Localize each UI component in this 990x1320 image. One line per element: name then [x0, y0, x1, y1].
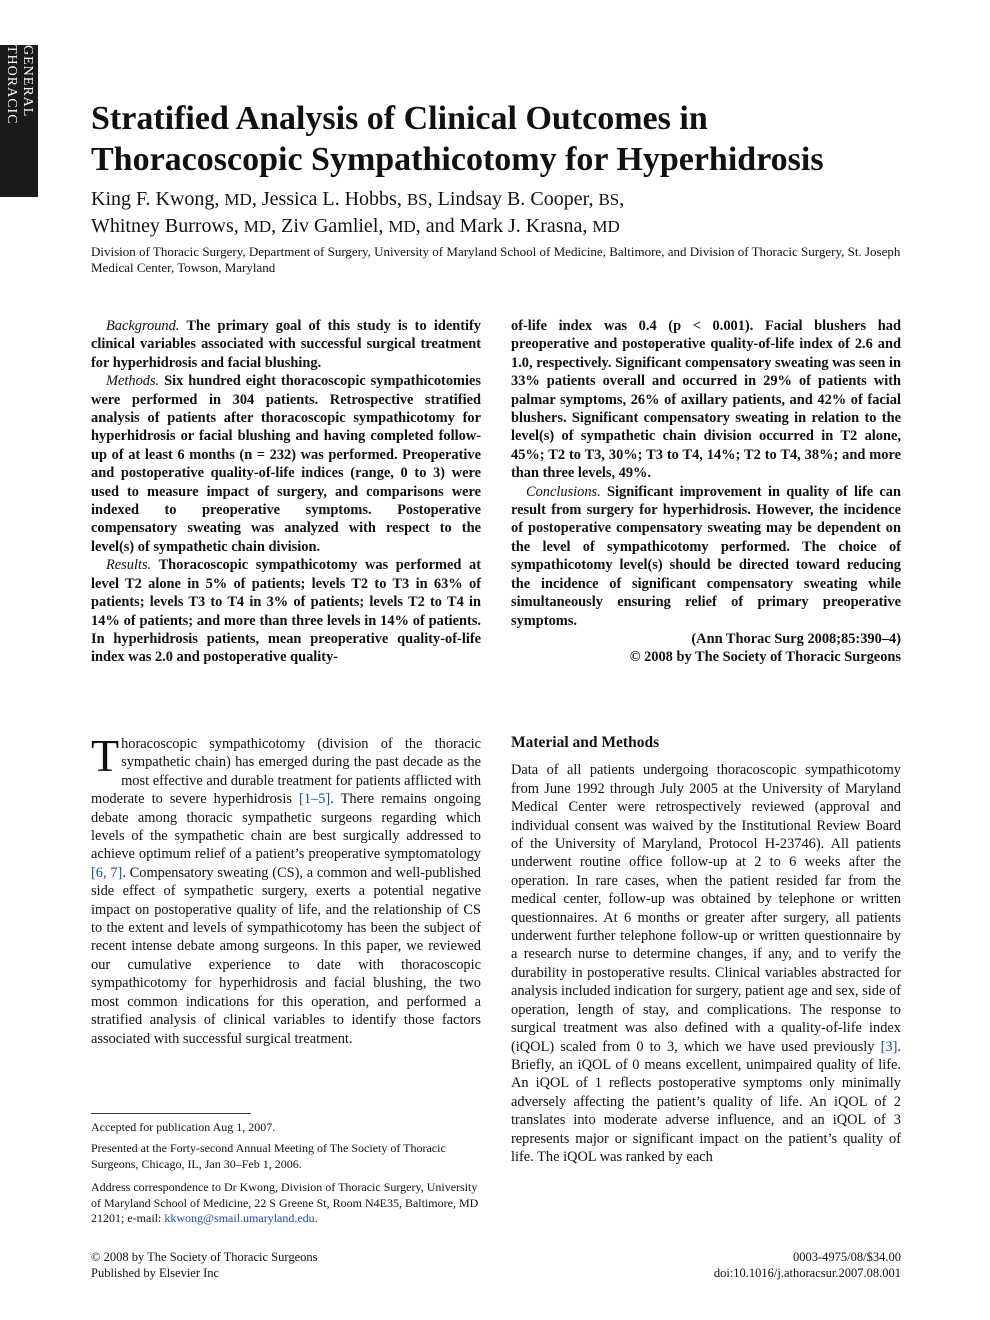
- author-name: Ziv Gamliel: [281, 215, 379, 237]
- footer-publisher: Published by Elsevier Inc: [91, 1265, 220, 1280]
- reference-link[interactable]: [6, 7]: [91, 864, 123, 881]
- footnote-divider: [91, 1113, 251, 1114]
- author-name: Lindsay B. Cooper: [437, 188, 589, 210]
- conclusions-text: Significant improvement in quality of life can result from surgery for hyperhidrosis. However, the incidence of postoperative compensatory sweating may be dependent on the level of sympathicotomy performed. The choice of sympathicotomy level(s) should be directed toward reducing the incidence of significant compensatory sweating while simultaneously ensuring relief of primary preoperative symptoms.: [511, 483, 901, 629]
- author-degree: MD: [224, 190, 252, 209]
- reference-link[interactable]: [3]: [880, 1038, 898, 1055]
- author-degree: BS: [406, 190, 428, 209]
- email-link[interactable]: kkwong@smail.umaryland.edu: [164, 1211, 315, 1225]
- author-name: Jessica L. Hobbs: [261, 188, 397, 210]
- abstract-right-column: [511, 317, 901, 667]
- section-heading: Material and Methods: [511, 734, 660, 751]
- results-text: Thoracoscopic sympathicotomy was performed at level T2 alone in 5% of patients; levels T2 to T3 in 63% of patients; levels T3 to T4 in 3% of patients; levels T2 to T4 in 14% of patients; and more than three levels in 14% of patients. In hyperhidrosis patients, mean preoperative quality-of-life index was 2.0 and postoperative quality-: [91, 557, 481, 666]
- article-title: Stratified Analysis of Clinical Outcomes in Thoracoscopic Sympathicotomy for Hyperhidrosis: [91, 100, 824, 178]
- author-name: Mark J. Krasna: [459, 215, 583, 237]
- section-tab-label: GENERAL THORACIC: [4, 45, 35, 125]
- author-name: King F. Kwong: [91, 188, 215, 210]
- footer-doi: doi:10.1016/j.athoracsur.2007.08.001: [713, 1265, 901, 1280]
- reference-link[interactable]: [1–5]: [299, 791, 331, 808]
- section-tab: [0, 45, 38, 197]
- footer-right: [714, 1250, 901, 1281]
- methods-text: Six hundred eight thoracoscopic sympathicotomies were performed in 304 patients. Retrospective stratified analysis of patients after thoracoscopic sympathicotomy for hyperhidrosis or facial blushing and having completed follow-up of at least 6 months (n = 232) was performed. Preoperative and postoperative quality-of-life indices (range, 0 to 3) were used to measure impact of surgery, and comparisons were indexed to preoperative symptoms. Postoperative compensatory sweating was analyzed with respect to the level(s) of sympathetic chain division.: [91, 373, 481, 555]
- author-degree: MD: [388, 217, 416, 236]
- journal-citation: (Ann Thorac Surg 2008;85:390–4): [691, 630, 901, 647]
- abstract-left-column: [91, 317, 481, 667]
- affiliation: Division of Thoracic Surgery, Department of Surgery, University of Maryland School of Medicine, Baltimore, and Division of Thoracic Surgery, St. Joseph Medical Center, Towson, Maryland: [91, 244, 901, 275]
- footer-copyright: © 2008 by The Society of Thoracic Surgeons: [91, 1250, 318, 1264]
- background-label: Background.: [106, 318, 180, 334]
- footnote-presented: Presented at the Forty-second Annual Meeting of The Society of Thoracic Surgeons, Chicago, IL, Jan 30–Feb 1, 2006.: [91, 1141, 446, 1171]
- author-degree: MD: [592, 217, 620, 236]
- results-text-continued: of-life index was 0.4 (p < 0.001). Facial blushers had preoperative and postoperative quality-of-life index of 2.6 and 1.0, respectively. Significant compensatory sweating was seen in 33% patients overall and occurred in 29% of patients with palmar symptoms, 26% of axillary patients, and 42% of facial blushers. Significant compensatory sweating in relation to the level(s) of sympathetic chain division occurred in T2 alone, 45%; T2 to T3, 30%; T3 to T4, 14%; T2 to T4, 38%; and more than three levels, 49%.: [511, 318, 901, 482]
- introduction-text: Thoracoscopic sympathicotomy (division of the thoracic sympathetic chain) has emerged during the past decade as the most effective and durable treatment for patients afflicted with moderate to severe hyperhidrosis [1–5]. There remains ongoing debate among thoracic sympathetic surgeons regarding which levels of the sympathetic chain are best surgically addressed to achieve optimum relief of a patient’s preoperative symptomatology [6, 7]. Compensatory sweating (CS), a common and well-published side effect of sympathetic surgery, exerts a potential negative impact on postoperative quality of life, and the relationship of CS to the extent and levels of sympathicotomy has been the subject of recent intense debate among surgeons. In this paper, we reviewed our cumulative experience to date with thoracoscopic sympathicotomy for hyperhidrosis and facial blushing, the two most common indications for this operation, and performed a stratified analysis of clinical variables to identify those factors associated with successful surgical treatment.: [91, 730, 482, 1047]
- methods-section: Material and Methods Data of all patients undergoing thoracoscopic sympathicotomy from June 1992 through July 2005 at the University of Maryland Medical Center were retrospectively reviewed (approval and individual consent was waived by the Institutional Review Board of the University of Maryland, Protocol H-23746). All patients underwent routine office follow-up at 2 to 6 weeks after the operation. In rare cases, when the patient resided far from the medical center, follow-up was obtained by telephone or written questionnaires. At 6 months or greater after surgery, all patients underwent further telephone follow-up or written questionnaire by a research nurse to determine changes, if any, and to verify the durability in postoperative results. Clinical variables abstracted for analysis included indication for surgery, patient age and sex, side of operation, length of stay, and complications. The response to surgical treatment was also defined with a quality-of-life index (iQOL) scaled from 0 to 3, which we have used previously [3]. Briefly, an iQOL of 0 means excellent, unimpaired quality of life. An iQOL of 1 reflects postoperative symptoms only minimally adversely affecting the patient’s quality of life. An iQOL of 2 translates into moderate adverse influence, and an iQOL of 3 represents major or significant impact on the patient’s quality of life. The iQOL was ranked by each: [511, 734, 901, 1165]
- author-degree: BS: [598, 190, 620, 209]
- background-text: The primary goal of this study is to identify clinical variables associated with successful surgical treatment for hyperhidrosis and facial blushing.: [91, 318, 481, 371]
- results-label: Results.: [106, 557, 152, 574]
- methods-label: Methods.: [106, 373, 160, 390]
- author-degree: MD: [243, 217, 272, 236]
- footnote-address: Address correspondence to Dr Kwong, Division of Thoracic Surgery, University of Maryland School of Medicine, 22 S Greene St, Room N4E35, Baltimore, MD 21201; e-mail: kkwong@smail.umaryland.edu.: [91, 1180, 479, 1225]
- author-list: King F. Kwong, MD, Jessica L. Hobbs, BS, Lindsay B. Cooper, BS, Whitney Burrows, MD, Ziv Gamliel, MD, and Mark J. Krasna, MD: [91, 188, 625, 237]
- author-name: Whitney Burrows: [91, 215, 234, 237]
- conclusions-label: Conclusions.: [526, 483, 601, 500]
- footnote-accepted: Accepted for publication Aug 1, 2007.: [91, 1120, 276, 1134]
- abstract-copyright: © 2008 by The Society of Thoracic Surgeons: [629, 649, 901, 666]
- drop-cap: T: [91, 730, 120, 781]
- footer-left: [91, 1250, 317, 1281]
- footer-issn: 0003-4975/08/$34.00: [793, 1250, 901, 1264]
